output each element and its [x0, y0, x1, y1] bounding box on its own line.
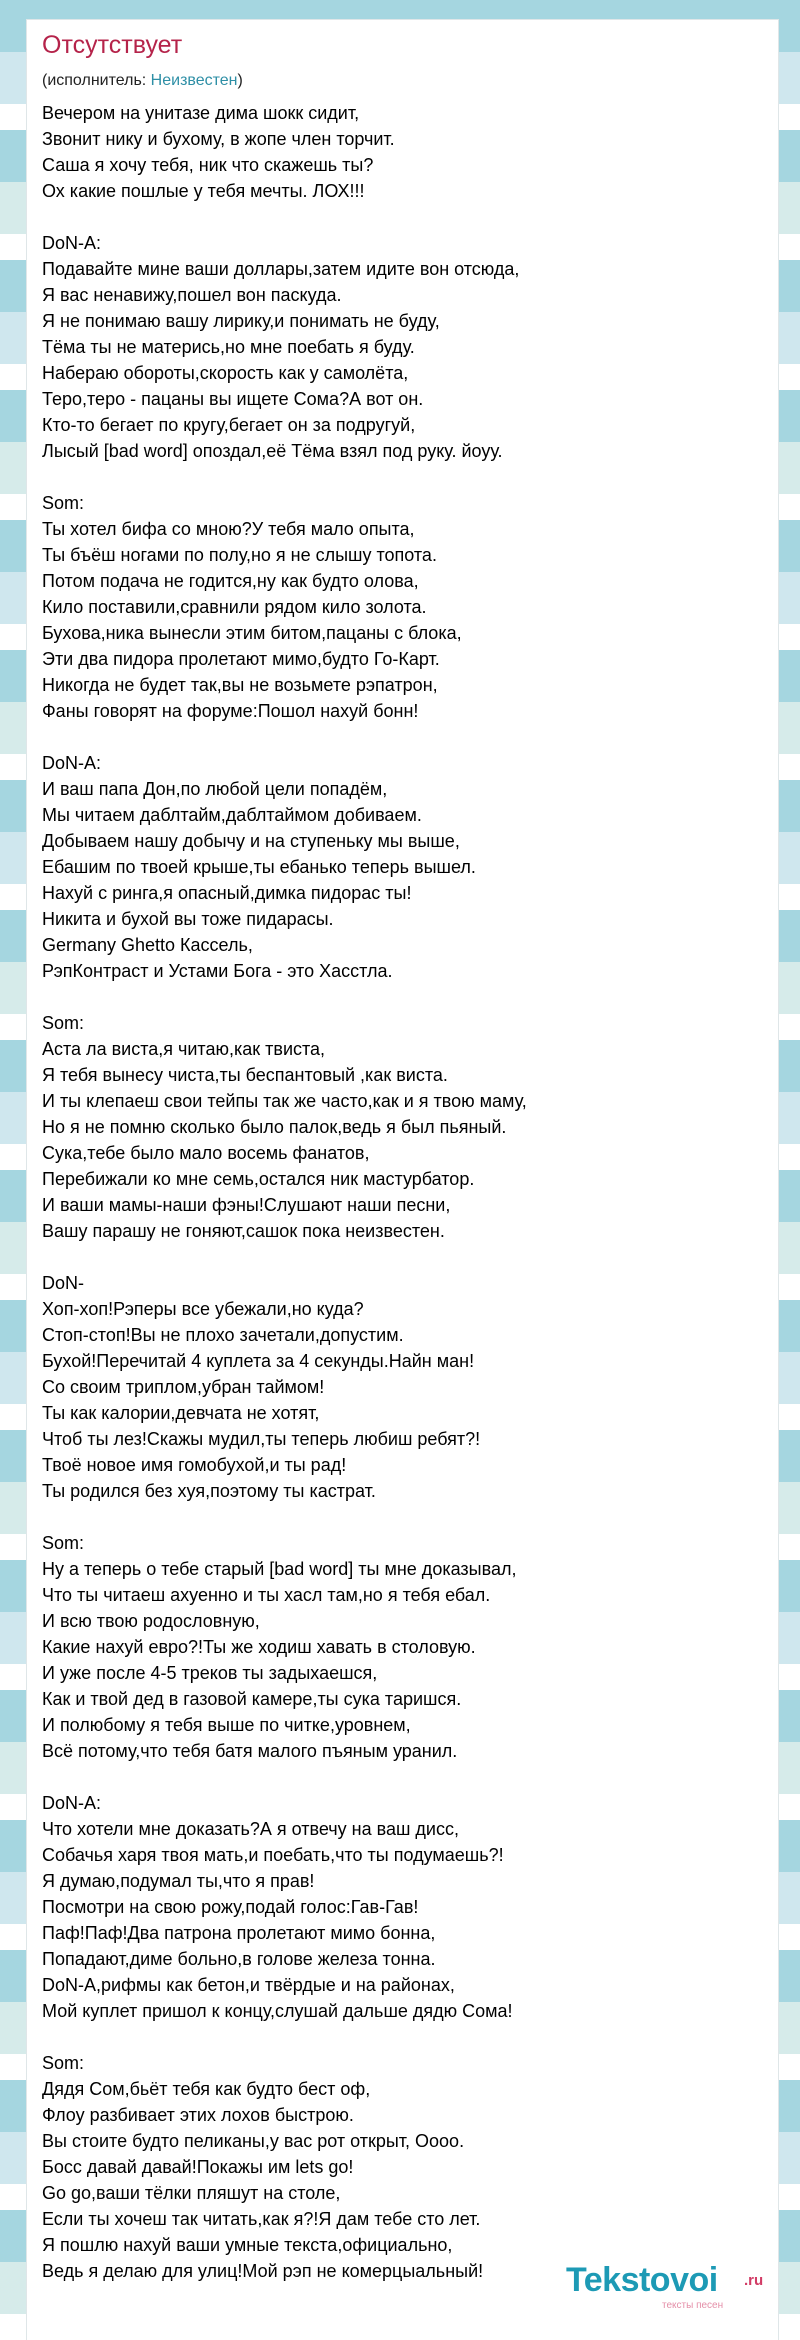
lyric-line: Ну а теперь о тебе старый [bad word] ты мне доказывал,	[42, 1559, 517, 1579]
lyric-line: Som:	[42, 1533, 85, 1553]
logo-domain-suffix: .ru	[744, 2272, 764, 2289]
lyric-line: Я пошлю нахуй ваши умные текста,официально,	[42, 2235, 453, 2255]
lyric-line: Никогда не будет так,вы не возьмете рэпатрон,	[42, 675, 438, 695]
lyrics-stanza	[42, 1010, 762, 1244]
lyric-line: Сука,тебе было мало восемь фанатов,	[42, 1143, 370, 1163]
lyric-line: Паф!Паф!Два патрона пролетают мимо бонна,	[42, 1923, 436, 1943]
lyric-line: Мы читаем даблтайм,даблтаймом добиваем.	[42, 805, 422, 825]
lyric-line: Перебижали ко мне семь,остался ник мастурбатор.	[42, 1169, 475, 1189]
lyric-line: Подавайте мине ваши доллары,затем идите вон отсюда,	[42, 259, 520, 279]
lyric-line: Добываем нашу добычу и на ступеньку мы выше,	[42, 831, 460, 851]
lyric-line: Germany Ghetto Кассель,	[42, 935, 253, 955]
lyric-line: РэпКонтраст и Устами Бога - это Хасстла.	[42, 961, 393, 981]
lyric-line: Мой куплет пришол к концу,слушай дальше дядю Сома!	[42, 2001, 513, 2021]
lyric-line: Вашу парашу не гоняют,сашок пока неизвестен.	[42, 1221, 445, 1241]
artist-suffix: )	[237, 72, 243, 89]
lyric-line: Аста ла виста,я читаю,как твиста,	[42, 1039, 326, 1059]
lyric-line: Я не понимаю вашу лирику,и понимать не буду,	[42, 311, 440, 331]
lyric-line: DoN-A:	[42, 753, 102, 773]
lyric-line: DoN-	[42, 1273, 85, 1293]
lyric-line: И ты клепаеш свои тейпы так же часто,как и я твою маму,	[42, 1091, 527, 1111]
lyric-line: Лысый [bad word] опоздал,её Тёма взял под руку. йоуу.	[42, 441, 503, 461]
lyric-line: Стоп-стоп!Вы не плохо зачетали,допустим.	[42, 1325, 404, 1345]
lyrics-stanza	[42, 230, 762, 464]
lyric-line: Потом подача не годится,ну как будто олова,	[42, 571, 419, 591]
site-logo[interactable]	[566, 2258, 776, 2318]
lyric-line: Ебашим по твоей крыше,ты ебанько теперь вышел.	[42, 857, 476, 877]
lyric-line: Нахуй с ринга,я опасный,димка пидорас ты!	[42, 883, 412, 903]
lyrics-stanza	[42, 100, 762, 204]
song-title: Отсутствует	[42, 31, 183, 59]
lyric-line: Но я не помню сколько было палок,ведь я был пьяный.	[42, 1117, 507, 1137]
lyric-line: Если ты хочеш так читать,как я?!Я дам тебе сто лет.	[42, 2209, 481, 2229]
lyric-line: Ты бъёш ногами по полу,но я не слышу топота.	[42, 545, 437, 565]
lyrics-text	[42, 100, 762, 2310]
lyric-line: Бухой!Перечитай 4 куплета за 4 секунды.Найн ман!	[42, 1351, 475, 1371]
artist-line	[42, 71, 243, 90]
logo-tagline: тексты песен	[662, 2300, 724, 2311]
artist-link[interactable]: Неизвестен	[150, 72, 238, 89]
lyric-line: Что ты читаеш ахуенно и ты хасл там,но я тебя ебал.	[42, 1585, 491, 1605]
logo-wordmark: Tekstovoi	[566, 2261, 718, 2299]
lyric-line: Собачья харя твоя мать,и поебать,что ты подумаешь?!	[42, 1845, 504, 1865]
lyric-line: Всё потому,что тебя батя малого пъяным уранил.	[42, 1741, 458, 1761]
lyric-line: Вы стоите будто пеликаны,у вас рот открыт, Оооо.	[42, 2131, 465, 2151]
lyric-line: Теро,теро - пацаны вы ищете Сома?А вот он.	[42, 389, 424, 409]
lyric-line: Фаны говорят на форуме:Пошол нахуй бонн!	[42, 701, 419, 721]
lyric-line: И уже после 4-5 треков ты задыхаешся,	[42, 1663, 378, 1683]
lyric-line: Никита и бухой вы тоже пидарасы.	[42, 909, 334, 929]
lyric-line: Попадают,диме больно,в голове железа тонна.	[42, 1949, 436, 1969]
lyrics-stanza	[42, 490, 762, 724]
lyric-line: Кто-то бегает по кругу,бегает он за подругуй,	[42, 415, 416, 435]
lyric-line: Тёма ты не матерись,но мне поебать я буду.	[42, 337, 415, 357]
lyric-line: Ты как калории,девчата не хотят,	[42, 1403, 320, 1423]
lyric-line: Я думаю,подумал ты,что я прав!	[42, 1871, 315, 1891]
lyric-line: И всю твою родословную,	[42, 1611, 260, 1631]
lyrics-stanza	[42, 750, 762, 984]
lyric-line: Я тебя вынесу чиста,ты беспантовый ,как виста.	[42, 1065, 448, 1085]
lyric-line: Набераю обороты,скорость как у самолёта,	[42, 363, 409, 383]
lyric-line: Чтоб ты лез!Скажы мудил,ты теперь любиш ребят?!	[42, 1429, 481, 1449]
lyric-line: Go go,ваши тёлки пляшут на столе,	[42, 2183, 341, 2203]
lyric-line: DoN-A:	[42, 1793, 102, 1813]
lyric-line: Я вас ненавижу,пошел вон паскуда.	[42, 285, 342, 305]
lyric-line: Вечером на унитазе дима шокк сидит,	[42, 103, 360, 123]
artist-prefix: (исполнитель:	[42, 72, 151, 89]
lyric-line: Звонит нику и бухому, в жопе член торчит.	[42, 129, 395, 149]
lyrics-stanza	[42, 1530, 762, 1764]
lyrics-stanza	[42, 1270, 762, 1504]
lyrics-stanza	[42, 2050, 762, 2284]
lyric-line: И ваш папа Дон,по любой цели попадём,	[42, 779, 388, 799]
lyric-line: Ты родился без хуя,поэтому ты кастрат.	[42, 1481, 376, 1501]
lyric-line: Ох какие пошлые у тебя мечты. ЛОХ!!!	[42, 181, 365, 201]
lyric-line: Какие нахуй евро?!Ты же ходиш хавать в столовую.	[42, 1637, 476, 1657]
lyric-line: Дядя Сом,бьёт тебя как будто бест оф,	[42, 2079, 371, 2099]
lyric-line: Ведь я делаю для улиц!Мой рэп не комерцыальный!	[42, 2261, 484, 2281]
lyric-line: Саша я хочу тебя, ник что скажешь ты?	[42, 155, 374, 175]
lyric-line: DoN-A:	[42, 233, 102, 253]
lyric-line: И полюбому я тебя выше по читке,уровнем,	[42, 1715, 411, 1735]
lyric-line: Что хотели мне доказать?А я отвечу на ваш дисс,	[42, 1819, 459, 1839]
lyric-line: DoN-A,рифмы как бетон,и твёрдые и на районах,	[42, 1975, 455, 1995]
lyric-line: Твоё новое имя гомобухой,и ты рад!	[42, 1455, 347, 1475]
lyric-line: Босс давай давай!Покажы им lets go!	[42, 2157, 354, 2177]
lyric-line: Как и твой дед в газовой камере,ты сука таришся.	[42, 1689, 462, 1709]
lyric-line: Som:	[42, 1013, 85, 1033]
lyric-line: Эти два пидора пролетают мимо,будто Го-Карт.	[42, 649, 440, 669]
lyric-line: Som:	[42, 493, 85, 513]
lyric-line: Хоп-хоп!Рэперы все убежали,но куда?	[42, 1299, 364, 1319]
lyric-line: Флоу разбивает этих лохов быстрою.	[42, 2105, 354, 2125]
lyric-line: Som:	[42, 2053, 85, 2073]
lyric-line: Посмотри на свою рожу,подай голос:Гав-Гав!	[42, 1897, 419, 1917]
lyric-line: И ваши мамы-наши фэны!Слушают наши песни,	[42, 1195, 451, 1215]
lyrics-stanza	[42, 1790, 762, 2024]
lyric-line: Кило поставили,сравнили рядом кило золота.	[42, 597, 427, 617]
lyric-line: Ты хотел бифа со мною?У тебя мало опыта,	[42, 519, 415, 539]
lyric-line: Бухова,ника вынесли этим битом,пацаны с блока,	[42, 623, 462, 643]
lyric-line: Со своим триплом,убран таймом!	[42, 1377, 325, 1397]
